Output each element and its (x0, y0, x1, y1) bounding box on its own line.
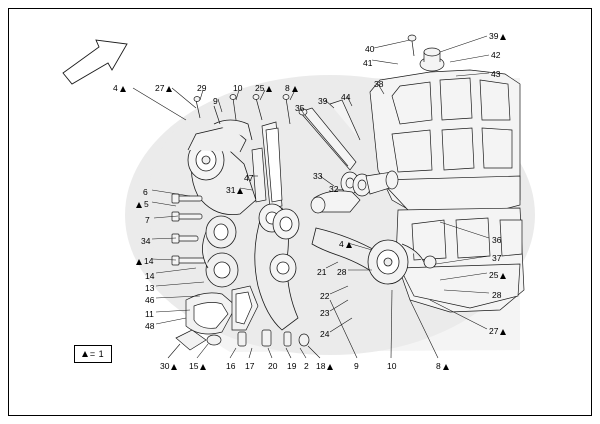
callout-31 (226, 186, 243, 195)
triangle-icon (171, 364, 177, 370)
callout-35 (295, 104, 304, 113)
callout-37 (492, 254, 501, 263)
callout-22 (320, 292, 329, 301)
callout-43 (491, 70, 500, 79)
triangle-icon (200, 364, 206, 370)
callout-25 (255, 84, 272, 93)
callout-number: 19 (287, 361, 297, 371)
callout-38 (374, 80, 383, 89)
triangle-icon (136, 259, 142, 265)
callout-number: 4 (113, 83, 118, 93)
callout-48 (145, 322, 154, 331)
triangle-icon (500, 34, 506, 40)
callout-number: 9 (354, 361, 359, 371)
callout-number: 28 (492, 290, 502, 300)
triangle-icon (266, 86, 272, 92)
callout-27 (489, 327, 506, 336)
triangle-icon (136, 202, 142, 208)
callout-number: 4 (339, 239, 344, 249)
callout-number: 20 (268, 361, 278, 371)
triangle-icon (327, 364, 333, 370)
callout-number: 46 (145, 295, 155, 305)
callout-41 (363, 59, 372, 68)
callout-number: 31 (226, 185, 236, 195)
callout-number: 13 (145, 283, 155, 293)
callout-number: 47 (244, 173, 254, 183)
callout-11 (145, 310, 154, 319)
callout-13 (145, 284, 154, 293)
callout-15 (189, 362, 206, 371)
triangle-icon (82, 351, 88, 357)
callout-39 (489, 32, 506, 41)
callout-number: 9 (213, 96, 218, 106)
callout-number: 16 (226, 361, 236, 371)
callout-24 (320, 330, 329, 339)
callout-number: 15 (189, 361, 199, 371)
callout-number: 28 (337, 267, 347, 277)
callout-number: 25 (489, 270, 499, 280)
callout-28 (492, 291, 501, 300)
callout-number: 8 (436, 361, 441, 371)
callout-number: 32 (329, 184, 339, 194)
callout-number: 14 (145, 271, 155, 281)
callout-32 (329, 185, 338, 194)
callout-33 (313, 172, 322, 181)
callout-number: 44 (341, 92, 351, 102)
callout-8 (285, 84, 298, 93)
callout-number: 36 (492, 235, 502, 245)
triangle-icon (292, 86, 298, 92)
callout-10 (233, 84, 242, 93)
callout-number: 27 (155, 83, 165, 93)
callout-18 (316, 362, 333, 371)
callout-number: 33 (313, 171, 323, 181)
callout-number: 34 (141, 236, 151, 246)
callout-number: 10 (387, 361, 397, 371)
callout-34 (141, 237, 150, 246)
triangle-icon (237, 188, 243, 194)
callout-16 (226, 362, 235, 371)
callout-number: 2 (304, 361, 309, 371)
callout-number: 30 (160, 361, 170, 371)
callout-10 (387, 362, 396, 371)
callout-6 (143, 188, 148, 197)
callout-number: 10 (233, 83, 243, 93)
callout-number: 22 (320, 291, 330, 301)
callout-number: 18 (316, 361, 326, 371)
direction-arrow (63, 40, 127, 84)
callout-number: 27 (489, 326, 499, 336)
callout-42 (491, 51, 500, 60)
callout-9 (213, 97, 218, 106)
callout-number: 37 (492, 253, 502, 263)
callout-29 (197, 84, 206, 93)
callout-8 (436, 362, 449, 371)
callout-4 (339, 240, 352, 249)
callout-number: 11 (145, 309, 154, 319)
legend-text: = 1 (89, 349, 105, 359)
callout-2 (304, 362, 309, 371)
callout-25 (489, 271, 506, 280)
callout-21 (317, 268, 326, 277)
callout-number: 39 (318, 96, 328, 106)
callout-27 (155, 84, 172, 93)
callout-number: 17 (245, 361, 255, 371)
callout-39 (318, 97, 327, 106)
callout-40 (365, 45, 374, 54)
triangle-icon (500, 329, 506, 335)
callout-number: 40 (365, 44, 375, 54)
callout-number: 38 (374, 79, 384, 89)
callout-30 (160, 362, 177, 371)
callout-4 (113, 84, 126, 93)
callout-number: 5 (144, 199, 149, 209)
callout-36 (492, 236, 501, 245)
callout-number: 41 (363, 58, 373, 68)
callout-number: 24 (320, 329, 330, 339)
triangle-icon (443, 364, 449, 370)
callout-5 (136, 200, 149, 209)
callout-23 (320, 309, 329, 318)
callout-number: 43 (491, 69, 501, 79)
callout-number: 23 (320, 308, 330, 318)
callout-17 (245, 362, 254, 371)
callout-number: 35 (295, 103, 305, 113)
legend-box (74, 345, 112, 363)
callout-44 (341, 93, 350, 102)
callout-number: 48 (145, 321, 155, 331)
callout-7 (145, 216, 150, 225)
callout-9 (354, 362, 359, 371)
callout-number: 39 (489, 31, 499, 41)
callout-number: 6 (143, 187, 148, 197)
callout-20 (268, 362, 277, 371)
callout-47 (244, 174, 253, 183)
triangle-icon (500, 273, 506, 279)
callout-number: 8 (285, 83, 290, 93)
callout-28 (337, 268, 346, 277)
callout-46 (145, 296, 154, 305)
callout-number: 25 (255, 83, 265, 93)
callout-number: 14 (144, 256, 154, 266)
callout-14 (145, 272, 154, 281)
callout-14 (136, 257, 153, 266)
triangle-icon (120, 86, 126, 92)
callout-number: 29 (197, 83, 207, 93)
callout-number: 42 (491, 50, 501, 60)
callout-number: 7 (145, 215, 150, 225)
triangle-icon (346, 242, 352, 248)
callout-number: 21 (317, 267, 327, 277)
callout-19 (287, 362, 296, 371)
triangle-icon (166, 86, 172, 92)
